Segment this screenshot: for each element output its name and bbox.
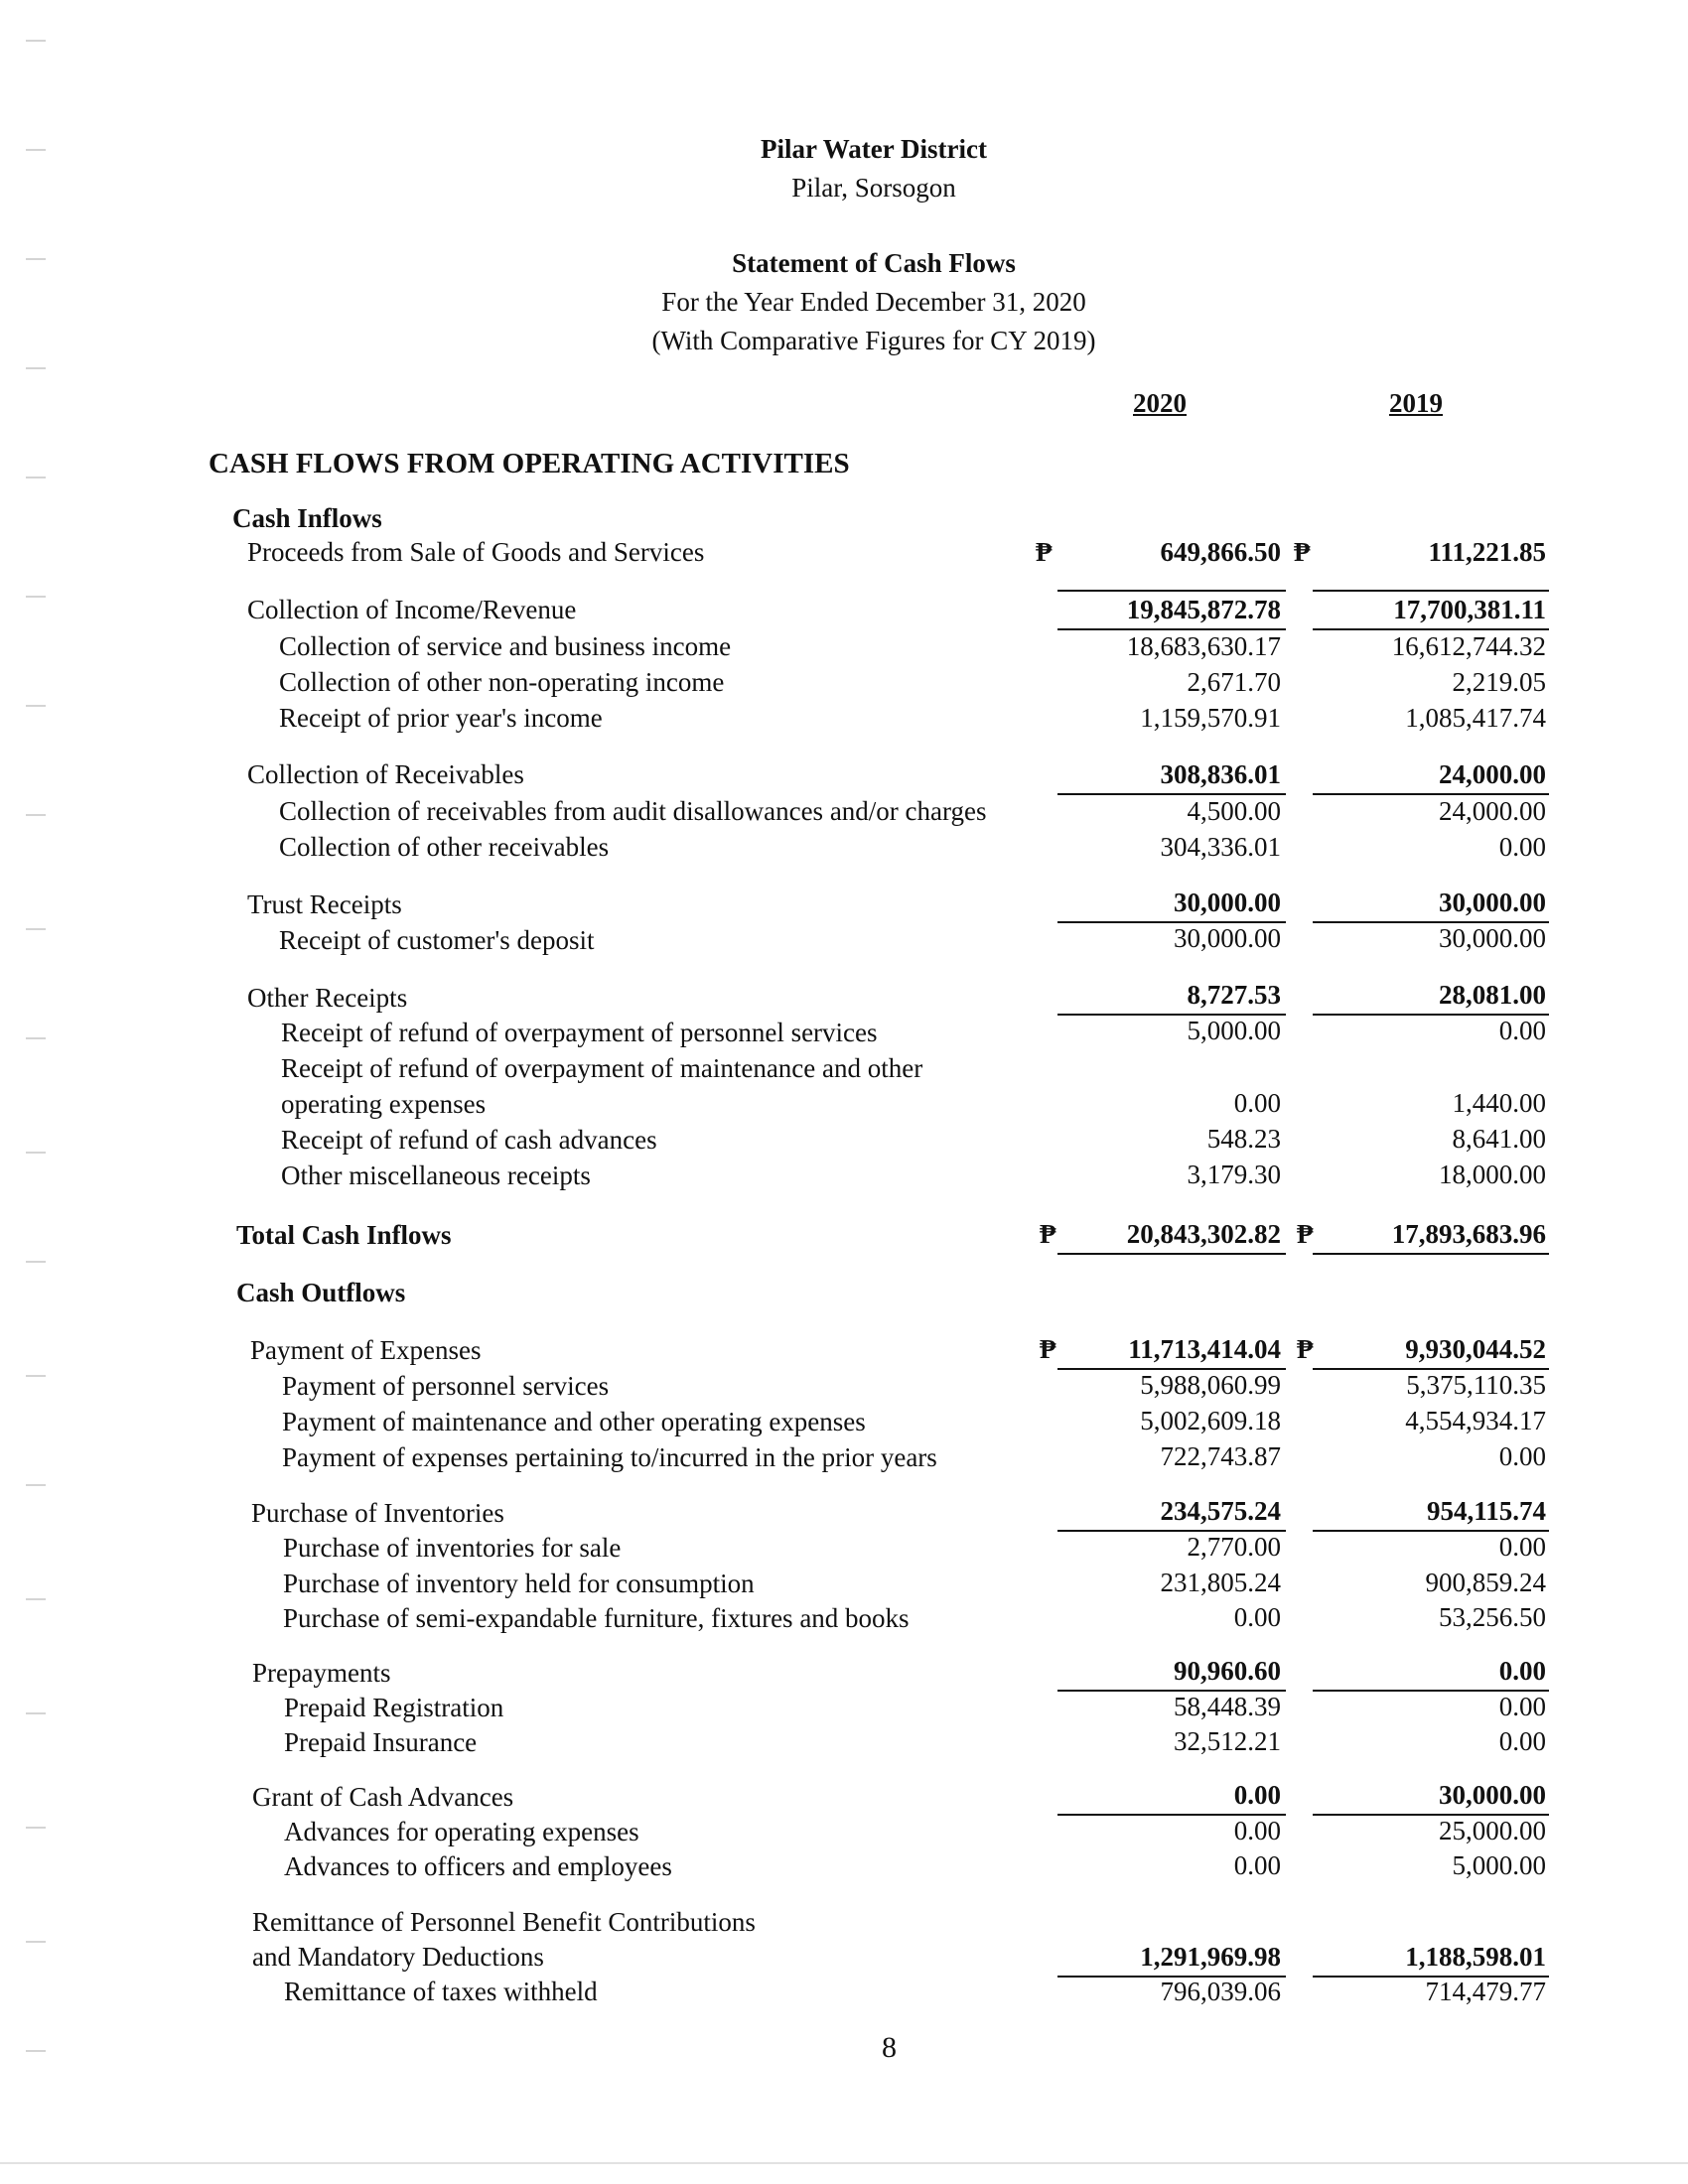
line-item-2019: 0.00 — [1498, 1016, 1546, 1045]
line-item-2020: 3,179.30 — [1187, 1160, 1281, 1189]
line-item-2019: 0.00 — [1498, 1692, 1546, 1721]
rule-2019 — [1313, 590, 1549, 592]
column-header-2020: 2020 — [1133, 388, 1187, 418]
line-item-label: Prepaid Insurance — [284, 1727, 478, 1757]
line-item-label: Payment of expenses pertaining to/incurred in the prior years — [282, 1442, 937, 1472]
line-item-2020: 304,336.01 — [1160, 832, 1281, 862]
line-item-2020: 5,988,060.99 — [1140, 1370, 1281, 1400]
group-total-2020: 90,960.60 — [1174, 1656, 1281, 1686]
rule-2020 — [1057, 793, 1286, 795]
group-total-2020: 30,000.00 — [1174, 887, 1281, 917]
line-item-label: Collection of other non-operating income — [279, 667, 725, 697]
line-item-2019: 900,859.24 — [1425, 1568, 1546, 1597]
line-item-label: Advances for operating expenses — [284, 1817, 639, 1846]
rule-2020 — [1057, 628, 1286, 630]
line-item-2020: 548.23 — [1206, 1124, 1281, 1154]
statement-period: For the Year Ended December 31, 2020 — [661, 287, 1086, 317]
peso-sign: ₱ — [1297, 1334, 1314, 1364]
line-item-2020: 0.00 — [1233, 1088, 1281, 1118]
line-item-2020: 4,500.00 — [1187, 796, 1281, 826]
group-label: Grant of Cash Advances — [252, 1782, 514, 1812]
line-item-2020: 32,512.21 — [1174, 1726, 1281, 1756]
group-label: Payment of Expenses — [250, 1335, 482, 1365]
group-label: Collection of Receivables — [247, 759, 524, 789]
group-total-2020: 19,845,872.78 — [1126, 595, 1281, 624]
group-total-2020: 1,291,969.98 — [1140, 1942, 1281, 1972]
line-item-2020: 2,671.70 — [1187, 667, 1281, 697]
line-item-label: Purchase of inventories for sale — [283, 1533, 622, 1563]
line-item-2020: 231,805.24 — [1160, 1568, 1281, 1597]
statement-title: Statement of Cash Flows — [732, 248, 1016, 278]
group-total-2019: 30,000.00 — [1439, 1780, 1546, 1810]
line-item-label: Payment of maintenance and other operating expenses — [282, 1407, 866, 1436]
line-item-label-line1: Receipt of refund of overpayment of maintenance and other — [281, 1053, 923, 1083]
line-item-2020: 5,002,609.18 — [1140, 1406, 1281, 1435]
line-item-2019: 16,612,744.32 — [1391, 631, 1546, 661]
rule-2019 — [1313, 793, 1549, 795]
group-total-2019: 1,188,598.01 — [1405, 1942, 1546, 1972]
line-item-2019: 30,000.00 — [1439, 923, 1546, 953]
line-item-2019: 0.00 — [1498, 1532, 1546, 1562]
group-label: Purchase of Inventories — [251, 1498, 504, 1528]
group-total-2019: 24,000.00 — [1439, 759, 1546, 789]
row-label: Proceeds from Sale of Goods and Services — [247, 537, 705, 567]
group-label-line1: Remittance of Personnel Benefit Contributions — [252, 1907, 756, 1937]
cash-inflows-heading: Cash Inflows — [232, 503, 382, 533]
line-item-2020: 58,448.39 — [1174, 1692, 1281, 1721]
line-item-2019: 0.00 — [1498, 1726, 1546, 1756]
line-item-2019: 18,000.00 — [1439, 1160, 1546, 1189]
total-label: Total Cash Inflows — [236, 1220, 452, 1250]
line-item-label: Payment of personnel services — [282, 1371, 610, 1401]
peso-sign: ₱ — [1036, 537, 1053, 567]
line-item-label: Collection of receivables from audit disallowances and/or charges — [279, 796, 987, 826]
line-item-label: Purchase of semi-expandable furniture, fixtures and books — [283, 1603, 910, 1633]
group-total-2019: 0.00 — [1498, 1656, 1546, 1686]
column-header-2019: 2019 — [1389, 388, 1443, 418]
line-item-2020: 1,159,570.91 — [1140, 703, 1281, 733]
line-item-2019: 4,554,934.17 — [1405, 1406, 1546, 1435]
group-total-2019: 17,700,381.11 — [1393, 595, 1546, 624]
rule-2020 — [1057, 590, 1286, 592]
total-2019: 17,893,683.96 — [1391, 1219, 1546, 1249]
group-total-2019: 954,115.74 — [1426, 1496, 1546, 1526]
line-item-2019: 1,440.00 — [1452, 1088, 1546, 1118]
line-item-label-line2: operating expenses — [281, 1089, 487, 1119]
group-label: Collection of Income/Revenue — [247, 595, 577, 624]
group-total-2020: 11,713,414.04 — [1128, 1334, 1281, 1364]
line-item-2020: 722,743.87 — [1160, 1441, 1281, 1471]
line-item-2019: 24,000.00 — [1439, 796, 1546, 826]
rule-2019 — [1313, 628, 1549, 630]
rule-2019 — [1313, 1253, 1549, 1255]
total-2020: 20,843,302.82 — [1126, 1219, 1281, 1249]
line-item-2020: 18,683,630.17 — [1126, 631, 1281, 661]
line-item-2019: 5,375,110.35 — [1406, 1370, 1546, 1400]
line-item-2020: 0.00 — [1233, 1602, 1281, 1632]
line-item-2020: 796,039.06 — [1160, 1977, 1281, 2006]
line-item-label: Purchase of inventory held for consumption — [283, 1569, 755, 1598]
section-title: CASH FLOWS FROM OPERATING ACTIVITIES — [209, 448, 850, 479]
cash-outflows-heading: Cash Outflows — [236, 1278, 406, 1307]
peso-sign: ₱ — [1294, 537, 1311, 567]
line-item-2019: 53,256.50 — [1439, 1602, 1546, 1632]
group-label: Prepayments — [252, 1658, 391, 1688]
group-label: Trust Receipts — [247, 889, 402, 919]
line-item-label: Receipt of refund of overpayment of personnel services — [281, 1018, 878, 1047]
line-item-2020: 0.00 — [1233, 1816, 1281, 1845]
group-label-line2: and Mandatory Deductions — [252, 1942, 544, 1972]
group-total-2020: 0.00 — [1233, 1780, 1281, 1810]
line-item-label: Receipt of customer's deposit — [279, 925, 595, 955]
amount-2019: 111,221.85 — [1428, 537, 1546, 567]
peso-sign: ₱ — [1040, 1334, 1056, 1364]
line-item-2019: 2,219.05 — [1452, 667, 1546, 697]
group-label: Other Receipts — [247, 983, 408, 1013]
line-item-label: Receipt of refund of cash advances — [281, 1125, 657, 1155]
group-total-2019: 9,930,044.52 — [1405, 1334, 1546, 1364]
line-item-2019: 714,479.77 — [1425, 1977, 1546, 2006]
line-item-2019: 8,641.00 — [1452, 1124, 1546, 1154]
rule-2020 — [1057, 1253, 1286, 1255]
line-item-label: Remittance of taxes withheld — [284, 1977, 598, 2006]
group-total-2020: 234,575.24 — [1160, 1496, 1281, 1526]
line-item-2019: 1,085,417.74 — [1405, 703, 1546, 733]
line-item-2019: 5,000.00 — [1452, 1850, 1546, 1880]
group-total-2019: 30,000.00 — [1439, 887, 1546, 917]
line-item-label: Prepaid Registration — [284, 1693, 504, 1722]
scan-bottom-edge — [0, 2162, 1688, 2164]
line-item-2019: 25,000.00 — [1439, 1816, 1546, 1845]
line-item-label: Advances to officers and employees — [284, 1851, 672, 1881]
entity-location: Pilar, Sorsogon — [791, 173, 956, 203]
statement-comparative: (With Comparative Figures for CY 2019) — [651, 326, 1096, 355]
peso-sign: ₱ — [1297, 1219, 1314, 1249]
entity-name: Pilar Water District — [761, 134, 987, 164]
line-item-label: Other miscellaneous receipts — [281, 1160, 591, 1190]
line-item-2019: 0.00 — [1498, 1441, 1546, 1471]
line-item-2020: 5,000.00 — [1187, 1016, 1281, 1045]
line-item-2020: 30,000.00 — [1174, 923, 1281, 953]
line-item-label: Collection of service and business income — [279, 631, 732, 661]
page-number: 8 — [882, 2031, 897, 2064]
line-item-2020: 2,770.00 — [1187, 1532, 1281, 1562]
group-total-2020: 308,836.01 — [1160, 759, 1281, 789]
group-total-2019: 28,081.00 — [1439, 980, 1546, 1010]
line-item-2020: 0.00 — [1233, 1850, 1281, 1880]
line-item-label: Collection of other receivables — [279, 832, 610, 862]
peso-sign: ₱ — [1040, 1219, 1056, 1249]
group-total-2020: 8,727.53 — [1187, 980, 1281, 1010]
line-item-label: Receipt of prior year's income — [279, 703, 603, 733]
amount-2020: 649,866.50 — [1160, 537, 1281, 567]
line-item-2019: 0.00 — [1498, 832, 1546, 862]
